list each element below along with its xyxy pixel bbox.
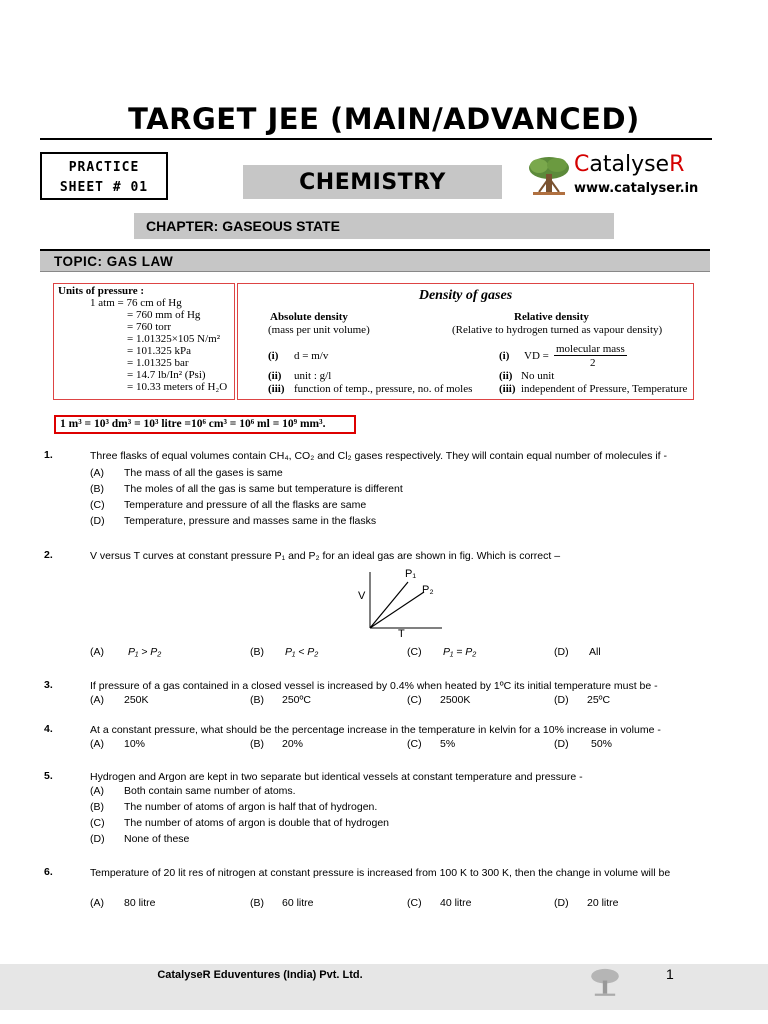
option-text: 20 litre: [587, 897, 619, 909]
question-number: 3.: [44, 679, 53, 691]
option-text: 40 litre: [440, 897, 472, 909]
option-label: (B): [250, 897, 264, 909]
option-label: (A): [90, 738, 104, 750]
unit-line: = 14.7 lb/In² (Psi): [127, 369, 206, 381]
unit-line: = 10.33 meters of H₂O: [127, 381, 228, 393]
question-number: 2.: [44, 549, 53, 561]
option-text: P₁ = P₂: [443, 646, 477, 658]
option-text: All: [589, 646, 601, 658]
relative-density-title: Relative density: [514, 311, 589, 323]
logo-initial: C: [574, 152, 590, 177]
question-text: Hydrogen and Argon are kept in two separate but identical vessels at constant temperature and pressure -: [90, 771, 583, 783]
logo-final: R: [669, 152, 685, 177]
relative-density-subtitle: (Relative to hydrogen turned as vapour density): [452, 324, 663, 336]
option-label: (A): [90, 694, 104, 706]
v-axis-label: V: [358, 590, 366, 602]
option-label: (A): [90, 467, 104, 479]
option-label: (C): [407, 897, 422, 909]
p1-line: [370, 582, 408, 628]
option-text: 2500K: [440, 694, 471, 706]
abs-item-num: (iii): [268, 383, 285, 395]
option-text: The number of atoms of argon is half that of hydrogen.: [124, 801, 378, 813]
absolute-density-subtitle: (mass per unit volume): [268, 324, 370, 336]
rel-independent: independent of Pressure, Temperature: [521, 383, 688, 395]
footer-tree-icon: [589, 966, 621, 998]
unit-line: = 760 mm of Hg: [127, 309, 201, 321]
question-text: If pressure of a gas contained in a closed vessel is increased by 0.4% when heated by 1ºC its initial temperature must be -: [90, 680, 658, 692]
question-number: 6.: [44, 866, 53, 878]
practice-label: PRACTICE: [68, 160, 140, 175]
option-label: (B): [250, 646, 264, 658]
option-text: 20%: [282, 738, 304, 750]
option-text: Temperature and pressure of all the flasks are same: [124, 499, 367, 511]
rel-item-num: (i): [499, 350, 510, 362]
tree-logo-icon: [527, 154, 571, 198]
logo-name: [574, 152, 684, 177]
option-label: (C): [407, 646, 422, 658]
option-label: (A): [90, 646, 104, 658]
question-text: V versus T curves at constant pressure P₁ and P₂ for an ideal gas are shown in fig. Which is correct –: [90, 550, 561, 562]
units-heading: Units of pressure :: [58, 285, 145, 297]
option-label: (B): [90, 801, 104, 813]
option-label: (A): [90, 897, 104, 909]
option-text: The moles of all the gas is same but temperature is different: [124, 483, 403, 495]
logo-middle: atalyse: [589, 152, 670, 177]
option-label: (C): [90, 499, 105, 511]
option-label: (D): [554, 646, 569, 658]
abs-formula: d = m/v: [294, 350, 329, 362]
rel-formula-numerator: molecular mass: [556, 343, 625, 355]
rel-item-num: (iii): [499, 383, 516, 395]
density-heading: Density of gases: [418, 288, 513, 303]
abs-item-num: (i): [268, 350, 279, 362]
option-label: (B): [250, 694, 264, 706]
option-label: (C): [407, 694, 422, 706]
option-label: (D): [554, 897, 569, 909]
option-text: None of these: [124, 833, 190, 845]
p2-line: [370, 592, 424, 628]
logo-url: www.catalyser.in: [574, 181, 699, 196]
option-text: The number of atoms of argon is double that of hydrogen: [124, 817, 389, 829]
sheet-number: SHEET # 01: [59, 180, 149, 195]
volume-conversion-box: 1 m³ = 10³ dm³ = 10³ litre =10⁶ cm³ = 10⁶ ml = 10⁹ mm³.: [54, 415, 356, 434]
option-text: 250ºC: [282, 694, 311, 706]
units-of-pressure-box: [53, 283, 235, 400]
option-label: (D): [90, 515, 105, 527]
question-text: Three flasks of equal volumes contain CH₄, CO₂ and Cl₂ gases respectively. They will contain equal number of molecules if -: [90, 450, 667, 462]
question-number: 4.: [44, 723, 53, 735]
p2-label: P₂: [422, 584, 434, 596]
rel-unit: No unit: [521, 370, 555, 382]
practice-sheet-box: [40, 152, 168, 200]
option-text: 25ºC: [587, 694, 611, 706]
p1-label: P₁: [405, 568, 417, 580]
option-text: The mass of all the gases is same: [124, 467, 283, 479]
option-label: (D): [90, 833, 105, 845]
rel-formula-lhs: VD =: [524, 350, 549, 362]
option-text: P₁ < P₂: [285, 646, 319, 658]
option-label: (D): [554, 738, 569, 750]
unit-line: = 1.01325 bar: [127, 357, 189, 369]
unit-line: 1 atm = 76 cm of Hg: [90, 297, 182, 309]
option-label: (B): [90, 483, 104, 495]
unit-line: = 760 torr: [127, 321, 172, 333]
unit-line: = 1.01325×105 N/m²: [127, 333, 221, 345]
question-text: At a constant pressure, what should be the percentage increase in the temperature in kelvin for a 10% increase in volume -: [90, 724, 661, 736]
option-label: (C): [407, 738, 422, 750]
option-label: (D): [554, 694, 569, 706]
option-text: Both contain same number of atoms.: [124, 785, 296, 797]
option-label: (A): [90, 785, 104, 797]
option-text: P₁ > P₂: [128, 646, 162, 658]
question-number: 5.: [44, 770, 53, 782]
chapter-banner: CHAPTER: GASEOUS STATE: [134, 213, 614, 239]
option-text: Temperature, pressure and masses same in the flasks: [124, 515, 377, 527]
option-text: 80 litre: [124, 897, 156, 909]
option-text: 250K: [124, 694, 149, 706]
question-number: 1.: [44, 449, 53, 461]
page-number: 1: [666, 966, 674, 982]
abs-unit: unit : g/l: [294, 370, 332, 382]
abs-item-num: (ii): [268, 370, 282, 382]
option-text: 10%: [124, 738, 146, 750]
abs-function: function of temp., pressure, no. of moles: [294, 383, 473, 395]
subject-banner: CHEMISTRY: [243, 165, 502, 199]
question-text: Temperature of 20 lit res of nitrogen at constant pressure is increased from 100 K to 300 K, then the change in volume will be: [90, 867, 671, 879]
option-text: 5%: [440, 738, 456, 750]
option-label: (C): [90, 817, 105, 829]
rel-item-num: (ii): [499, 370, 513, 382]
option-text: 50%: [591, 738, 613, 750]
t-axis-label: T: [398, 628, 405, 640]
document-title: TARGET JEE (MAIN/ADVANCED): [128, 102, 640, 136]
absolute-density-title: Absolute density: [270, 311, 348, 323]
unit-line: = 101.325 kPa: [127, 345, 191, 357]
rel-formula-denominator: 2: [590, 357, 596, 369]
title-rule: [40, 138, 712, 140]
footer-company: CatalyseR Eduventures (India) Pvt. Ltd.: [157, 969, 363, 981]
density-of-gases-box: [237, 283, 694, 400]
option-label: (B): [250, 738, 264, 750]
topic-banner: TOPIC: GAS LAW: [40, 249, 710, 272]
option-text: 60 litre: [282, 897, 314, 909]
